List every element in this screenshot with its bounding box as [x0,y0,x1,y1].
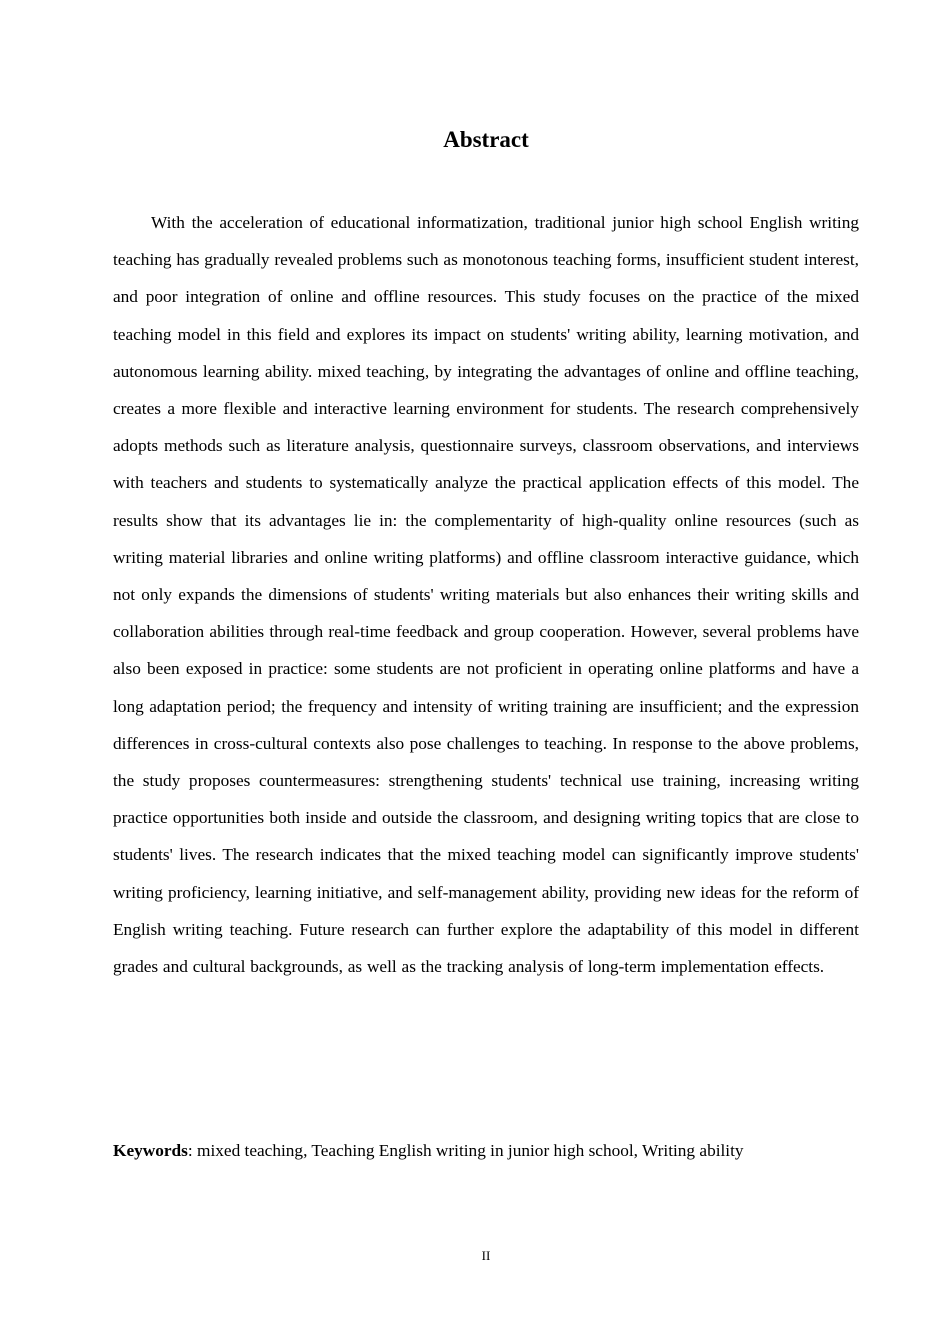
abstract-title: Abstract [443,127,529,152]
page-number: II [481,1248,491,1263]
keywords-list: mixed teaching, Teaching English writing in junior high school, Writing ability [197,1141,744,1160]
abstract-body: With the acceleration of educational informatization, traditional junior high school English writing teaching has gradually revealed problems such as monotonous teaching forms, insufficient student interest, and poor integration of online and offline resources. This study focuses on the practice of the mixed teaching model in this field and explores its impact on students' writing ability, learning motivation, and autonomous learning ability. mixed teaching, by integrating the advantages of online and offline teaching, creates a more flexible and interactive learning environment for students. The research comprehensively adopts methods such as literature analysis, questionnaire surveys, classroom observations, and interviews with teachers and students to systematically analyze the practical application effects of this model. The results show that its advantages lie in: the complementarity of high-quality online resources (such as writing material libraries and online writing platforms) and offline classroom interactive guidance, which not only expands the dimensions of students' writing materials but also enhances their writing skills and collaboration abilities through real-time feedback and group cooperation. However, several problems have also been exposed in practice: some students are not proficient in operating online platforms and have a long adaptation period; the frequency and intensity of writing training are insufficient; and the expression differences in cross-cultural contexts also pose challenges to teaching. In response to the above problems, the study proposes countermeasures: strengthening students' technical use training, increasing writing practice opportunities both inside and outside the classroom, and designing writing topics that are close to students' lives. The research indicates that the mixed teaching model can significantly improve students' writing proficiency, learning initiative, and self-management ability, providing new ideas for the reform of English writing teaching. Future research can further explore the adaptability of this model in different grades and cultural backgrounds, as well as the tracking analysis of long-term implementation effects. [113,213,859,977]
keywords-separator: : [187,1141,198,1160]
keywords-line [113,1135,859,1167]
keywords-label: Keywords [113,1141,188,1160]
